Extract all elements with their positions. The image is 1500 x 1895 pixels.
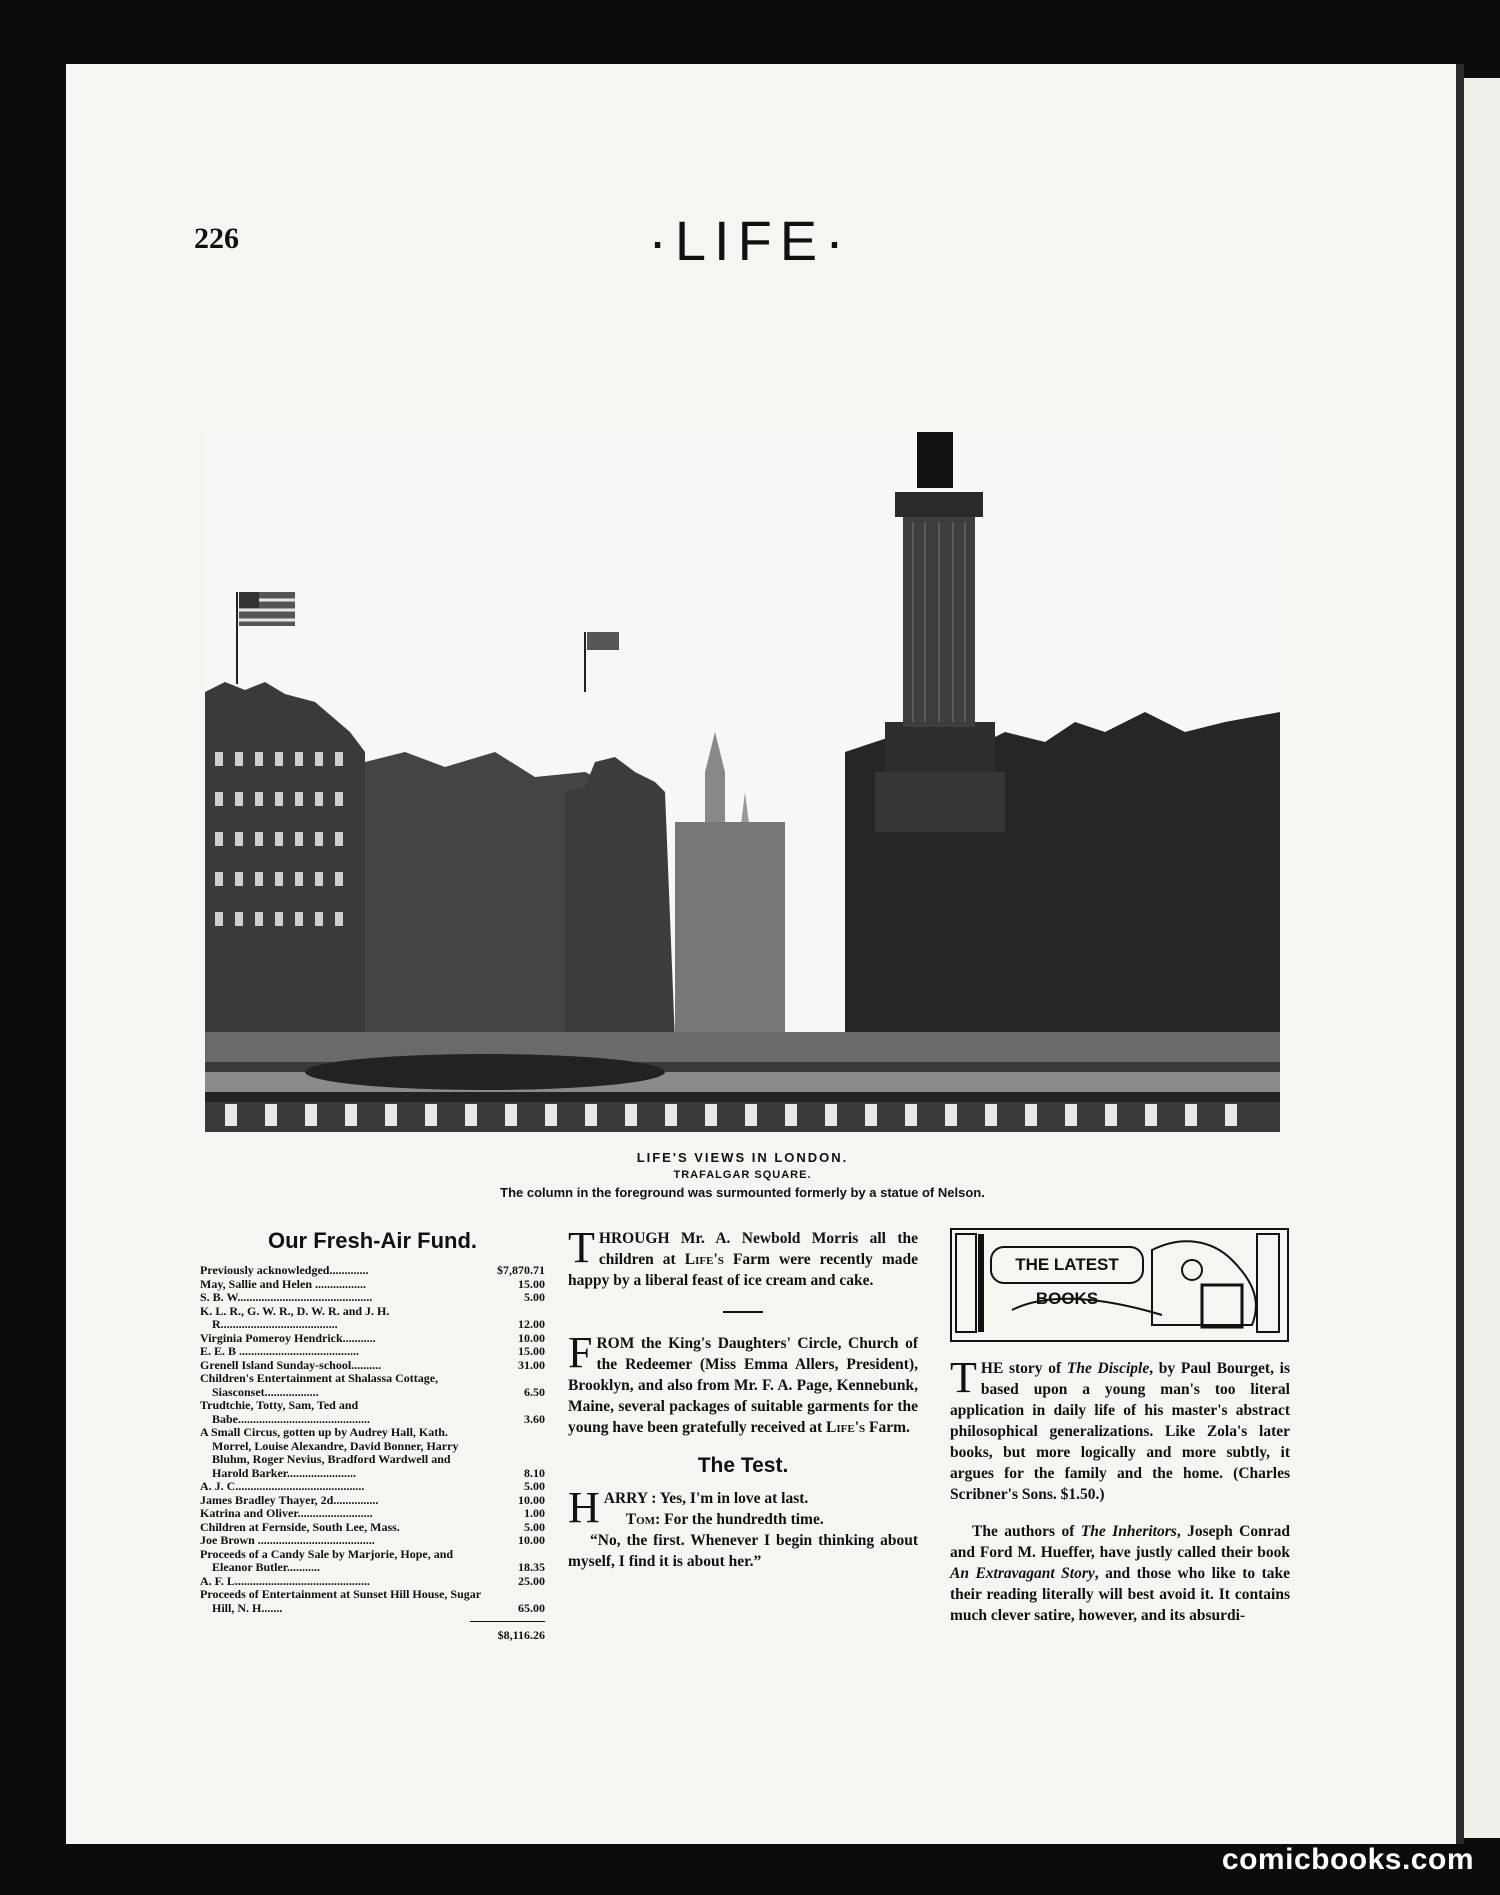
- harry-text: ARRY : Yes, I'm in love at last.: [603, 1490, 809, 1507]
- donation-amount: 10.00: [518, 1330, 545, 1345]
- fund-row: [200, 1345, 545, 1359]
- fund-row: [200, 1426, 545, 1480]
- donor-name: A Small Circus, gotten up by Audrey Hall, Kath. Morrel, Louise Alexandre, David Bonner, Harry Bluhm, Roger Nevius, Bradford Wardwell and Harold Barker.......................: [200, 1426, 459, 1480]
- donation-amount: 65.00: [518, 1600, 545, 1615]
- donation-amount: 25.00: [518, 1573, 545, 1588]
- notes-column: [568, 1223, 918, 1572]
- donation-amount: 12.00: [518, 1317, 545, 1331]
- donor-name: A. J. C...........................................: [200, 1480, 365, 1493]
- donor-name: Joe Brown .......................................: [200, 1534, 375, 1547]
- tom-text: : For the hundredth time.: [655, 1511, 824, 1528]
- donation-amount: 5.00: [524, 1290, 545, 1304]
- fund-row: [200, 1494, 545, 1508]
- fund-row: [200, 1521, 545, 1535]
- donation-amount: 31.00: [518, 1357, 545, 1372]
- donor-name: May, Sallie and Helen .................: [200, 1277, 367, 1291]
- donation-amount: 8.10: [524, 1465, 545, 1480]
- fund-row: [200, 1548, 545, 1575]
- donor-name: S. B. W.............................................: [200, 1291, 373, 1304]
- donor-name: Grenell Island Sunday-school..........: [200, 1358, 382, 1372]
- daughters-paragraph: [568, 1328, 918, 1438]
- drop-cap: T: [568, 1223, 595, 1272]
- masthead: ·LIFE·: [648, 209, 852, 272]
- donor-name: James Bradley Thayer, 2d...............: [200, 1493, 379, 1507]
- site-watermark: comicbooks.com: [1221, 1843, 1474, 1876]
- fund-row: [200, 1305, 545, 1332]
- donor-name: Proceeds of a Candy Sale by Marjorie, Hope, and Eleanor Butler...........: [200, 1547, 454, 1574]
- fund-row: [200, 1507, 545, 1521]
- donor-name: Virginia Pomeroy Hendrick...........: [200, 1331, 376, 1345]
- page-number: 226: [194, 222, 239, 255]
- donor-name: Proceeds of Entertainment at Sunset Hill House, Sugar Hill, N. H.......: [200, 1588, 481, 1615]
- fund-title: Our Fresh-Air Fund.: [268, 1228, 477, 1253]
- book-title: The Disciple: [1066, 1360, 1150, 1377]
- farm-paragraph: [568, 1223, 918, 1291]
- farm-text-rest: Farm were recently made happy by a liberal feast of ice cream and cake.: [568, 1251, 918, 1289]
- latest-books-banner: [950, 1228, 1289, 1342]
- donation-amount: 10.00: [518, 1533, 545, 1547]
- donor-name: Children at Fernside, South Lee, Mass.: [200, 1520, 400, 1534]
- fund-row: [200, 1359, 545, 1373]
- page-spine: [1456, 64, 1464, 1844]
- fund-list: [200, 1264, 545, 1615]
- donation-amount: 5.00: [524, 1479, 545, 1493]
- review-text: The authors of: [972, 1523, 1081, 1540]
- donation-amount: 18.35: [518, 1560, 545, 1574]
- drop-cap: H: [568, 1483, 600, 1532]
- caption-text: The column in the foreground was surmounted formerly by a statue of Nelson.: [500, 1185, 985, 1200]
- donation-amount: 5.00: [524, 1519, 545, 1534]
- donation-amount: 6.50: [524, 1384, 545, 1399]
- fund-row: [200, 1332, 545, 1346]
- daughters-text: ROM the King's Daughters' Circle, Church of the Redeemer (Miss Emma Allers, President), Brooklyn, and also from Mr. F. A. Page, Kennebunk, Maine, several packages of suitable garments for the young have been gratefully received at: [568, 1335, 918, 1436]
- caption-title: LIFE'S VIEWS IN LONDON.: [636, 1150, 849, 1165]
- donor-name: Children's Entertainment at Shalassa Cottage, Siasconset..................: [200, 1372, 439, 1399]
- donation-amount: 15.00: [518, 1344, 545, 1358]
- drop-cap: F: [568, 1328, 593, 1377]
- photo-caption: [205, 1150, 1280, 1200]
- next-page-edge: [1464, 78, 1500, 1838]
- donor-name: Previously acknowledged.............: [200, 1264, 369, 1277]
- section-divider: [723, 1311, 763, 1313]
- tom-name: Tom: [625, 1511, 656, 1528]
- donor-name: Trudtchie, Totty, Sam, Ted and Babe............................................: [200, 1399, 371, 1426]
- book-title: An Extravagant Story: [950, 1565, 1095, 1582]
- fund-row: [200, 1399, 545, 1426]
- donor-name: K. L. R., G. W. R., D. W. R. and J. H. R.......................................: [200, 1304, 390, 1331]
- banner-label: THE LATEST BOOKS: [990, 1246, 1144, 1284]
- review-text-rest: , by Paul Bourget, is based upon a young man's too literal application in daily life of his master's abstract philosophical generalizations. Like Zola's later books, but more logically and more subtly, it argues for the family and the home. (Charles Scribner's Sons. $1.50.): [950, 1360, 1290, 1503]
- daughters-text-rest: Farm.: [865, 1419, 910, 1436]
- caption-subtitle: TRAFALGAR SQUARE.: [673, 1169, 812, 1181]
- fund-row: [200, 1264, 545, 1278]
- fund-row: [200, 1534, 545, 1548]
- life-name: Life's: [826, 1419, 866, 1436]
- fund-row: [200, 1372, 545, 1399]
- donation-amount: 15.00: [518, 1276, 545, 1291]
- disciple-review: [950, 1353, 1290, 1505]
- closing-line: “No, the first. Whenever I begin thinking about myself, I find it is about her.”: [568, 1532, 918, 1570]
- donor-name: E. E. B ........................................: [200, 1345, 360, 1358]
- total-rule: [470, 1621, 545, 1622]
- fund-row: [200, 1588, 545, 1615]
- drop-cap: T: [950, 1353, 977, 1402]
- tom-line: [568, 1509, 918, 1530]
- book-title: The Inheritors: [1080, 1523, 1177, 1540]
- review-text: HE story of: [980, 1360, 1067, 1377]
- fresh-air-fund-column: [200, 1228, 545, 1643]
- farm-text: HROUGH Mr. A. Newbold Morris all the children at: [598, 1230, 918, 1268]
- trafalgar-square-photo: [205, 432, 1280, 1132]
- life-name: Life's: [684, 1251, 724, 1268]
- test-title: The Test.: [697, 1454, 789, 1477]
- donation-amount: 10.00: [518, 1492, 545, 1507]
- donor-name: A. F. L.............................................: [200, 1574, 370, 1588]
- inheritors-review: [950, 1521, 1290, 1626]
- fund-row: [200, 1278, 545, 1292]
- review-text-rest: , and those who like to take their reading literally will best avoid it. It contains much clever satire, however, and its absurdi-: [950, 1565, 1291, 1624]
- donation-amount: 3.60: [524, 1411, 545, 1426]
- review-text-mid: , Joseph Conrad and Ford M. Hueffer, have justly called their book: [950, 1523, 1290, 1561]
- fund-row: [200, 1575, 545, 1589]
- donor-name: Katrina and Oliver.........................: [200, 1507, 373, 1520]
- donation-amount: $7,870.71: [497, 1263, 545, 1277]
- fund-total: $8,116.26: [497, 1628, 545, 1642]
- fund-row: [200, 1480, 545, 1494]
- donation-amount: 1.00: [524, 1506, 545, 1520]
- latest-books-column: [950, 1228, 1290, 1626]
- fund-row: [200, 1291, 545, 1305]
